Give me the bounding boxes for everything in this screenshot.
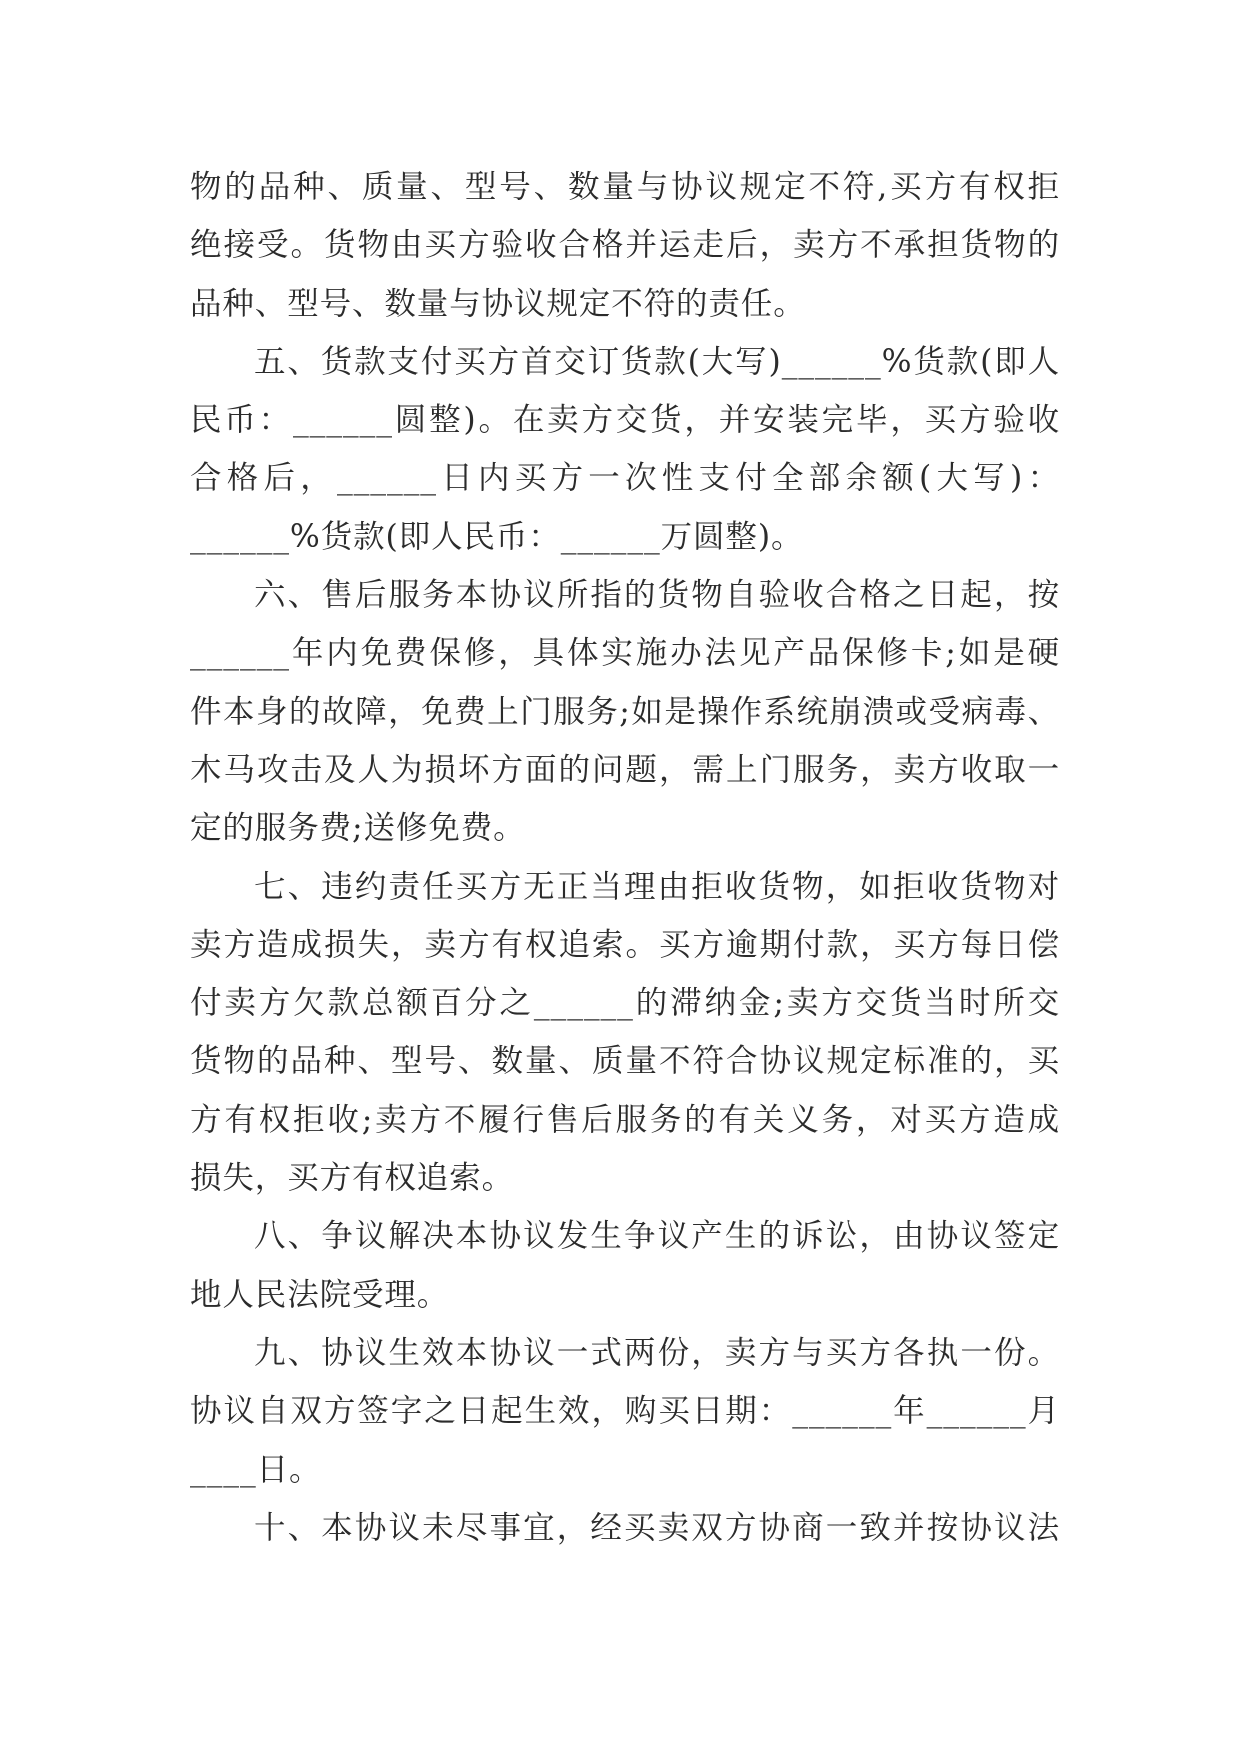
text-line: 方有权拒收;卖方不履行售后服务的有关义务，对买方造成 — [190, 1101, 1060, 1138]
text-line: 件本身的故障，免费上门服务;如是操作系统崩溃或受病毒、 — [190, 693, 1060, 730]
text-line: 木马攻击及人为损坏方面的问题，需上门服务，卖方收取一 — [190, 751, 1060, 788]
text-line: 损失，买方有权追索。 — [190, 1160, 515, 1197]
text-line: 货物的品种、型号、数量、质量不符合协议规定标准的，买 — [190, 1043, 1060, 1080]
contract-text — [190, 158, 1060, 1557]
clause-10-heading-line: 十、本协议未尽事宜，经买卖双方协商一致并按协议法 — [254, 1509, 1060, 1546]
text-line: ____日。 — [190, 1451, 322, 1488]
clause-5-heading-line: 五、货款支付买方首交订货款(大写)______%货款(即人 — [254, 343, 1060, 380]
clause-6-heading-line: 六、售后服务本协议所指的货物自验收合格之日起，按 — [254, 577, 1060, 614]
text-line: 定的服务费;送修免费。 — [190, 810, 526, 847]
text-line: 品种、型号、数量与协议规定不符的责任。 — [190, 285, 806, 322]
text-line: 地人民法院受理。 — [190, 1276, 450, 1313]
text-line: 民币：______圆整)。在卖方交货，并安装完毕，买方验收 — [190, 402, 1060, 439]
text-line: ______年内免费保修，具体实施办法见产品保修卡;如是硬 — [190, 635, 1060, 672]
text-line: 协议自双方签字之日起生效，购买日期：______年______月 — [190, 1393, 1060, 1430]
text-line: ______%货款(即人民币：______万圆整)。 — [190, 518, 804, 555]
text-line: 绝接受。货物由买方验收合格并运走后，卖方不承担货物的 — [190, 227, 1060, 264]
clause-9-heading-line: 九、协议生效本协议一式两份，卖方与买方各执一份。 — [254, 1334, 1060, 1371]
text-line: 付卖方欠款总额百分之______的滞纳金;卖方交货当时所交 — [190, 985, 1060, 1022]
text-line: 卖方造成损失，卖方有权追索。买方逾期付款，买方每日偿 — [190, 926, 1060, 963]
clause-8-heading-line: 八、争议解决本协议发生争议产生的诉讼，由协议签定 — [254, 1218, 1060, 1255]
text-line: 合格后，______日内买方一次性支付全部余额(大写)： — [190, 460, 1060, 497]
text-line: 物的品种、质量、型号、数量与协议规定不符,买方有权拒 — [190, 169, 1060, 205]
clause-7-heading-line: 七、违约责任买方无正当理由拒收货物，如拒收货物对 — [254, 868, 1060, 905]
